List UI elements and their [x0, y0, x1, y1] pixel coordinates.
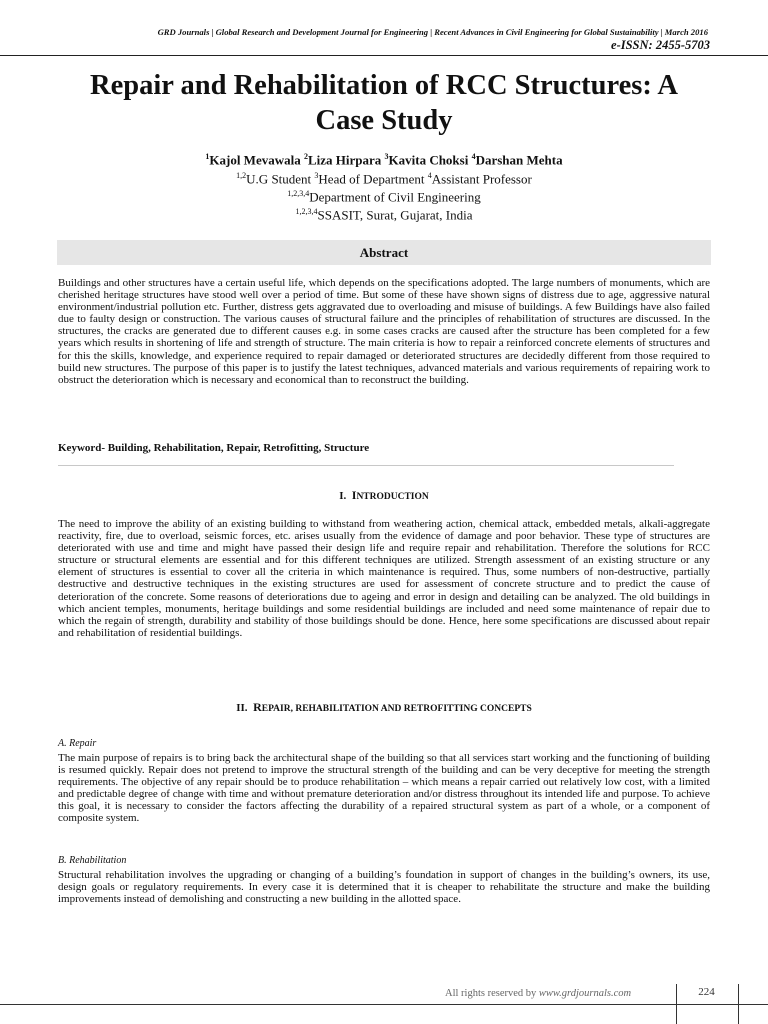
- title-line-2: Case Study: [315, 105, 453, 136]
- affiliation-institute: [40, 207, 728, 223]
- authors: [40, 152, 728, 168]
- subsection-rehabilitation: B. Rehabilitation: [58, 855, 127, 866]
- author-name: Kajol Mevawala: [209, 152, 301, 168]
- author-sup: 1: [205, 152, 210, 161]
- page-number: 224: [698, 986, 715, 998]
- aff-sup: 3: [314, 171, 319, 180]
- section-number: I.: [339, 490, 347, 502]
- section-heading-introduction: [58, 488, 710, 503]
- aff-role: Assistant Professor: [431, 171, 532, 187]
- title-line-1: Repair and Rehabilitation of RCC Structures: A: [90, 70, 678, 101]
- paper-title: [40, 68, 728, 138]
- footer-rule: [0, 1004, 768, 1005]
- aff-sup: 1,2,3,4: [295, 207, 318, 216]
- author-name: Liza Hirpara: [307, 152, 382, 168]
- affiliation-roles: [40, 171, 728, 187]
- aff-dept: Department of Civil Engineering: [309, 189, 481, 205]
- aff-role: U.G Student: [246, 171, 312, 187]
- keywords: Keyword- Building, Rehabilitation, Repair, Retrofitting, Structure: [58, 442, 370, 454]
- rights-text: All rights reserved by: [445, 988, 539, 999]
- section-heading-concepts: [58, 700, 710, 715]
- repair-text: The main purpose of repairs is to bring back the architectural shape of the building so that all services start working and the functioning of building is resumed quickly. Repair does not pretend to improve the structural strength of the building and can be very deceptive for meeting the strength requirements. The objective of any repair should be to produce rehabilitation – which means a repair carried out relatively low cost, with a limited and predictable degree of change with time and without premature deterioration and/or distress throughout its intended life and purpose. To achieve this goal, it is necessary to consider the factors affecting the durability of a repaired structural system as part of a whole, or a component of composite system.: [58, 752, 710, 825]
- footer-rights: [445, 988, 631, 999]
- section-number: II.: [236, 702, 248, 714]
- author-name: Kavita Choksi: [388, 152, 469, 168]
- aff-sup: 1,2,3,4: [287, 189, 310, 198]
- abstract-text: Buildings and other structures have a certain useful life, which depends on the specifications adopted. The large numbers of monuments, which are cherished heritage structures have stood well over a period of time. But some of these have shown signs of distress due to age, aggressive natural environment/industrial pollution etc. Further, distress gets aggravated due to overloading and misuse of buildings. A few Buildings have also failed due to faulty design or construction. The various causes of structural failure and the principles of rehabilitation of structures are discussed. In the structures, the cracks are generated due to different causes e.g. in some cases cracks are caused after the structure has been completed for a few years which results in shortening of life and strength of structure. The main criteria is how to repair a reinforced concrete elements of structures and for this the skills, knowledge, and experience required to repair damaged or deteriorated structures are decidedly different from those required to build new structures. The purpose of this paper is to justify the latest techniques, advanced materials and various requirements of repairing work to obstruct the deterioration which is necessary and economical than to reconstruct the building.: [58, 277, 710, 386]
- author-sup: 2: [303, 152, 308, 161]
- rehabilitation-text: Structural rehabilitation involves the upgrading or changing of a building’s foundation in support of changes in the building’s owners, its use, design goals or regulatory requirements. In every case it is determined that it is cheaper to rehabilitate the structure and make the building improvements instead of demolishing and constructing a new building in the allotted space.: [58, 869, 710, 906]
- separator-rule: [58, 465, 674, 466]
- header-rule: [0, 55, 768, 56]
- aff-role: Head of Department: [318, 171, 425, 187]
- affiliation-dept: [40, 189, 728, 205]
- section-title-cap: R: [253, 700, 262, 714]
- author-name: Darshan Mehta: [475, 152, 563, 168]
- journal-site-link[interactable]: www.grdjournals.com: [538, 988, 632, 999]
- introduction-text: The need to improve the ability of an existing building to withstand from weathering action, chemical attack, embedded metals, alkali-aggregate reactivity, fire, due to overload, seismic forces, etc. arises usually from the evidence of damage and poor behavior. These type of structures are deteriorated with use and time and might have passed their design life and require repair and rehabilitation. Therefore the solutions for RCC structure or structural elements are essential and for this different techniques are utilized. Strength assessment of an existing structure or any element of structures is essential to cover all the criteria in which maintenance is required. Thus, some numbers of non-destructive, partially destructive and destructive techniques in the existing structures are used for assessment of concrete structure and to predict the cause of deterioration of the concrete. Some reasons of deteriorations due to ageing and error in design and detailing can be analyzed. The old buildings in which ancient temples, monuments, heritage buildings and some residential buildings are included and need some maintenance of repair due to which the regain of strength, durability and stability of those buildings should be done. Hence, here some specifications are discussed about repair and rehabilitation of residential buildings.: [58, 518, 710, 639]
- issn: e-ISSN: 2455-5703: [611, 38, 710, 52]
- section-title-rest: EPAIR, REHABILITATION AND RETROFITTING CONCEPTS: [261, 704, 532, 714]
- aff-sup: 1,2: [236, 171, 247, 180]
- author-sup: 3: [384, 152, 389, 161]
- journal-header: GRD Journals | Global Research and Development Journal for Engineering | Recent Advances in Civil Engineering for Global Sustainability | March 2016: [157, 27, 708, 37]
- subsection-repair: A. Repair: [58, 738, 97, 749]
- aff-inst: SSASIT, Surat, Gujarat, India: [317, 207, 473, 223]
- aff-sup: 4: [427, 171, 432, 180]
- author-sup: 4: [471, 152, 476, 161]
- abstract-heading: Abstract: [57, 240, 711, 265]
- section-title-rest: NTRODUCTION: [356, 492, 429, 502]
- section-title-cap: I: [351, 488, 357, 502]
